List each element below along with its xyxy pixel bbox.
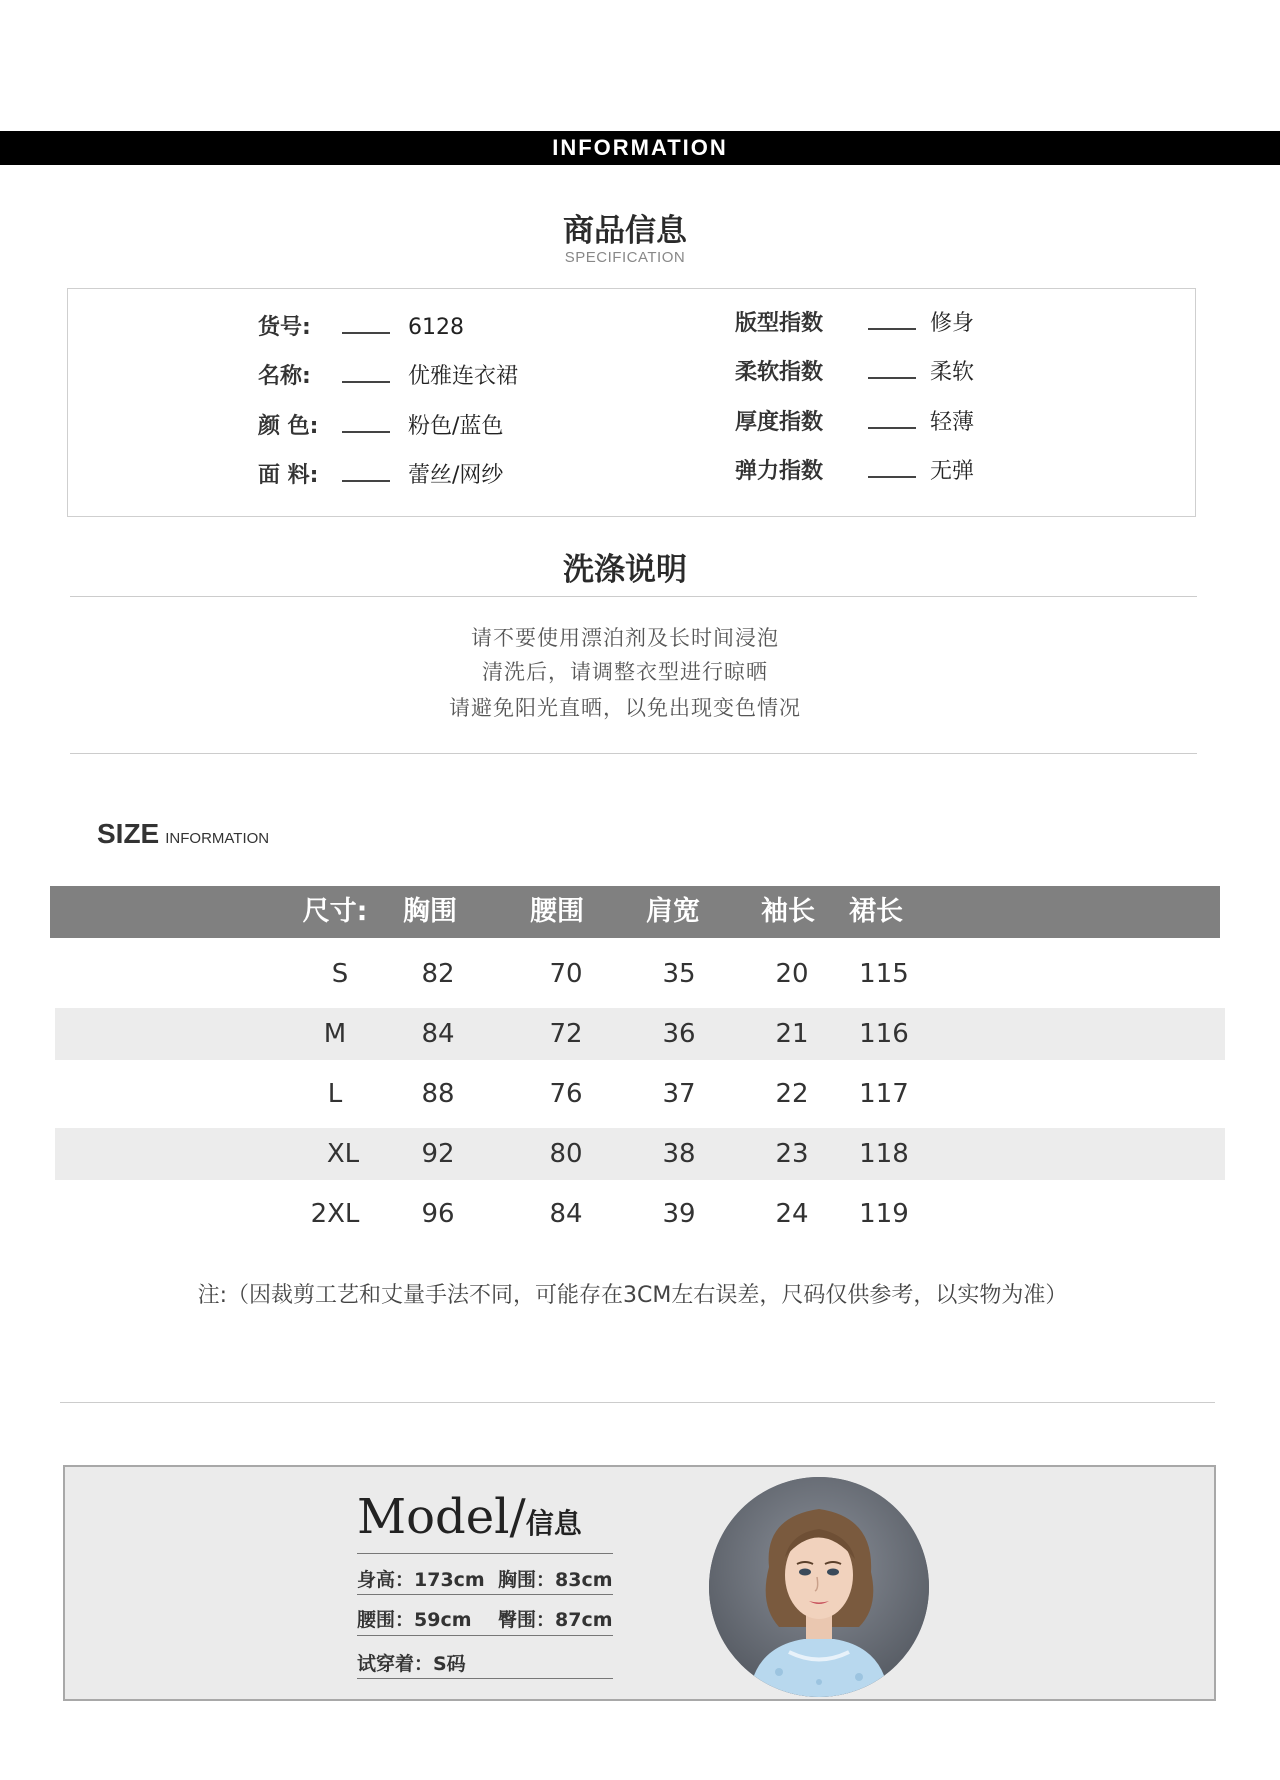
size-row xyxy=(55,1128,1225,1180)
model-height: 身高：173cm xyxy=(357,1569,485,1591)
spec-label: 名称: xyxy=(258,364,311,389)
sleeve-cell: 20 xyxy=(775,959,809,989)
length-cell: 115 xyxy=(859,959,909,989)
information-banner: INFORMATION xyxy=(0,131,1280,165)
sleeve-cell: 23 xyxy=(775,1139,809,1169)
sleeve-cell: 21 xyxy=(775,1019,809,1049)
size-row xyxy=(55,948,1225,1000)
spec-value: 轻薄 xyxy=(930,410,975,435)
spec-label: 货号: xyxy=(258,315,311,340)
model-waist: 腰围：59cm xyxy=(357,1609,472,1631)
spec-dash xyxy=(868,427,916,429)
header-shoulder: 肩宽 xyxy=(646,896,700,927)
wash-line: 请避免阳光直晒，以免出现变色情况 xyxy=(449,696,801,720)
header-waist: 腰围 xyxy=(530,896,584,927)
shoulder-cell: 39 xyxy=(662,1199,696,1229)
header-sleeve: 袖长 xyxy=(761,896,815,927)
spec-dash xyxy=(342,332,390,334)
sleeve-cell: 22 xyxy=(775,1079,809,1109)
model-divider xyxy=(357,1594,613,1595)
spec-label: 颜 色: xyxy=(258,414,319,439)
spec-dash xyxy=(868,377,916,379)
model-divider xyxy=(357,1678,613,1679)
size-row xyxy=(55,1188,1225,1240)
spec-value: 粉色/蓝色 xyxy=(408,414,504,439)
spec-value: 无弹 xyxy=(930,459,975,484)
length-cell: 119 xyxy=(859,1199,909,1229)
model-title-en: Model/ xyxy=(357,1489,526,1545)
model-bust: 胸围：83cm xyxy=(498,1569,613,1591)
spec-value: 柔软 xyxy=(930,360,975,385)
bust-cell: 96 xyxy=(421,1199,455,1229)
spec-dash xyxy=(342,431,390,433)
spec-label: 版型指数 xyxy=(735,311,824,336)
spec-box xyxy=(67,288,1196,517)
header-bust: 胸围 xyxy=(403,896,457,927)
bust-cell: 84 xyxy=(421,1019,455,1049)
sleeve-cell: 24 xyxy=(775,1199,809,1229)
size-cell: XL xyxy=(326,1139,360,1169)
wash-line: 清洗后，请调整衣型进行晾晒 xyxy=(482,660,768,684)
waist-cell: 72 xyxy=(549,1019,583,1049)
wash-line: 请不要使用漂泊剂及长时间浸泡 xyxy=(471,626,779,650)
size-table-header xyxy=(50,886,1220,938)
size-section-title xyxy=(97,818,269,850)
shoulder-cell: 35 xyxy=(662,959,696,989)
spec-dash xyxy=(868,476,916,478)
model-portrait-illustration xyxy=(709,1477,929,1697)
wash-title: 洗涤说明 xyxy=(563,552,687,588)
spec-value: 6128 xyxy=(408,315,464,340)
header-size: 尺寸: xyxy=(302,896,368,927)
shoulder-cell: 37 xyxy=(662,1079,696,1109)
model-divider xyxy=(357,1553,613,1554)
spec-label: 弹力指数 xyxy=(735,459,824,484)
bust-cell: 92 xyxy=(421,1139,455,1169)
spec-title: 商品信息 xyxy=(563,213,687,249)
model-divider xyxy=(357,1635,613,1636)
spec-label: 柔软指数 xyxy=(735,360,824,385)
bust-cell: 82 xyxy=(421,959,455,989)
divider xyxy=(60,1402,1215,1403)
spec-value: 修身 xyxy=(930,311,975,336)
bust-cell: 88 xyxy=(421,1079,455,1109)
spec-dash xyxy=(342,480,390,482)
length-cell: 117 xyxy=(859,1079,909,1109)
model-hip: 臀围：87cm xyxy=(498,1609,613,1631)
size-subtitle: INFORMATION xyxy=(165,830,270,847)
model-title-zh: 信息 xyxy=(525,1507,582,1540)
waist-cell: 70 xyxy=(549,959,583,989)
spec-label: 厚度指数 xyxy=(735,410,824,435)
model-info-box xyxy=(63,1465,1216,1701)
size-note: 注:（因裁剪工艺和丈量手法不同，可能存在3CM左右误差，尺码仅供参考，以实物为准） xyxy=(197,1283,1068,1308)
length-cell: 118 xyxy=(859,1139,909,1169)
divider xyxy=(70,753,1197,754)
size-cell: M xyxy=(323,1019,347,1049)
size-cell: L xyxy=(327,1079,343,1109)
spec-dash xyxy=(868,328,916,330)
header-length: 裙长 xyxy=(849,896,903,927)
size-row xyxy=(55,1008,1225,1060)
waist-cell: 76 xyxy=(549,1079,583,1109)
spec-value: 优雅连衣裙 xyxy=(408,364,519,389)
model-portrait-image xyxy=(709,1477,929,1697)
divider xyxy=(70,596,1197,597)
spec-subtitle: SPECIFICATION xyxy=(564,249,686,266)
waist-cell: 80 xyxy=(549,1139,583,1169)
shoulder-cell: 38 xyxy=(662,1139,696,1169)
spec-dash xyxy=(342,381,390,383)
size-cell: 2XL xyxy=(310,1199,360,1229)
spec-value: 蕾丝/网纱 xyxy=(408,463,504,488)
waist-cell: 84 xyxy=(549,1199,583,1229)
size-cell: S xyxy=(331,959,349,989)
size-row xyxy=(55,1068,1225,1120)
model-title xyxy=(357,1489,582,1545)
length-cell: 116 xyxy=(859,1019,909,1049)
model-fit-size: 试穿着：S码 xyxy=(357,1653,466,1675)
shoulder-cell: 36 xyxy=(662,1019,696,1049)
spec-label: 面 料: xyxy=(258,463,319,488)
size-title: SIZE xyxy=(97,818,160,849)
